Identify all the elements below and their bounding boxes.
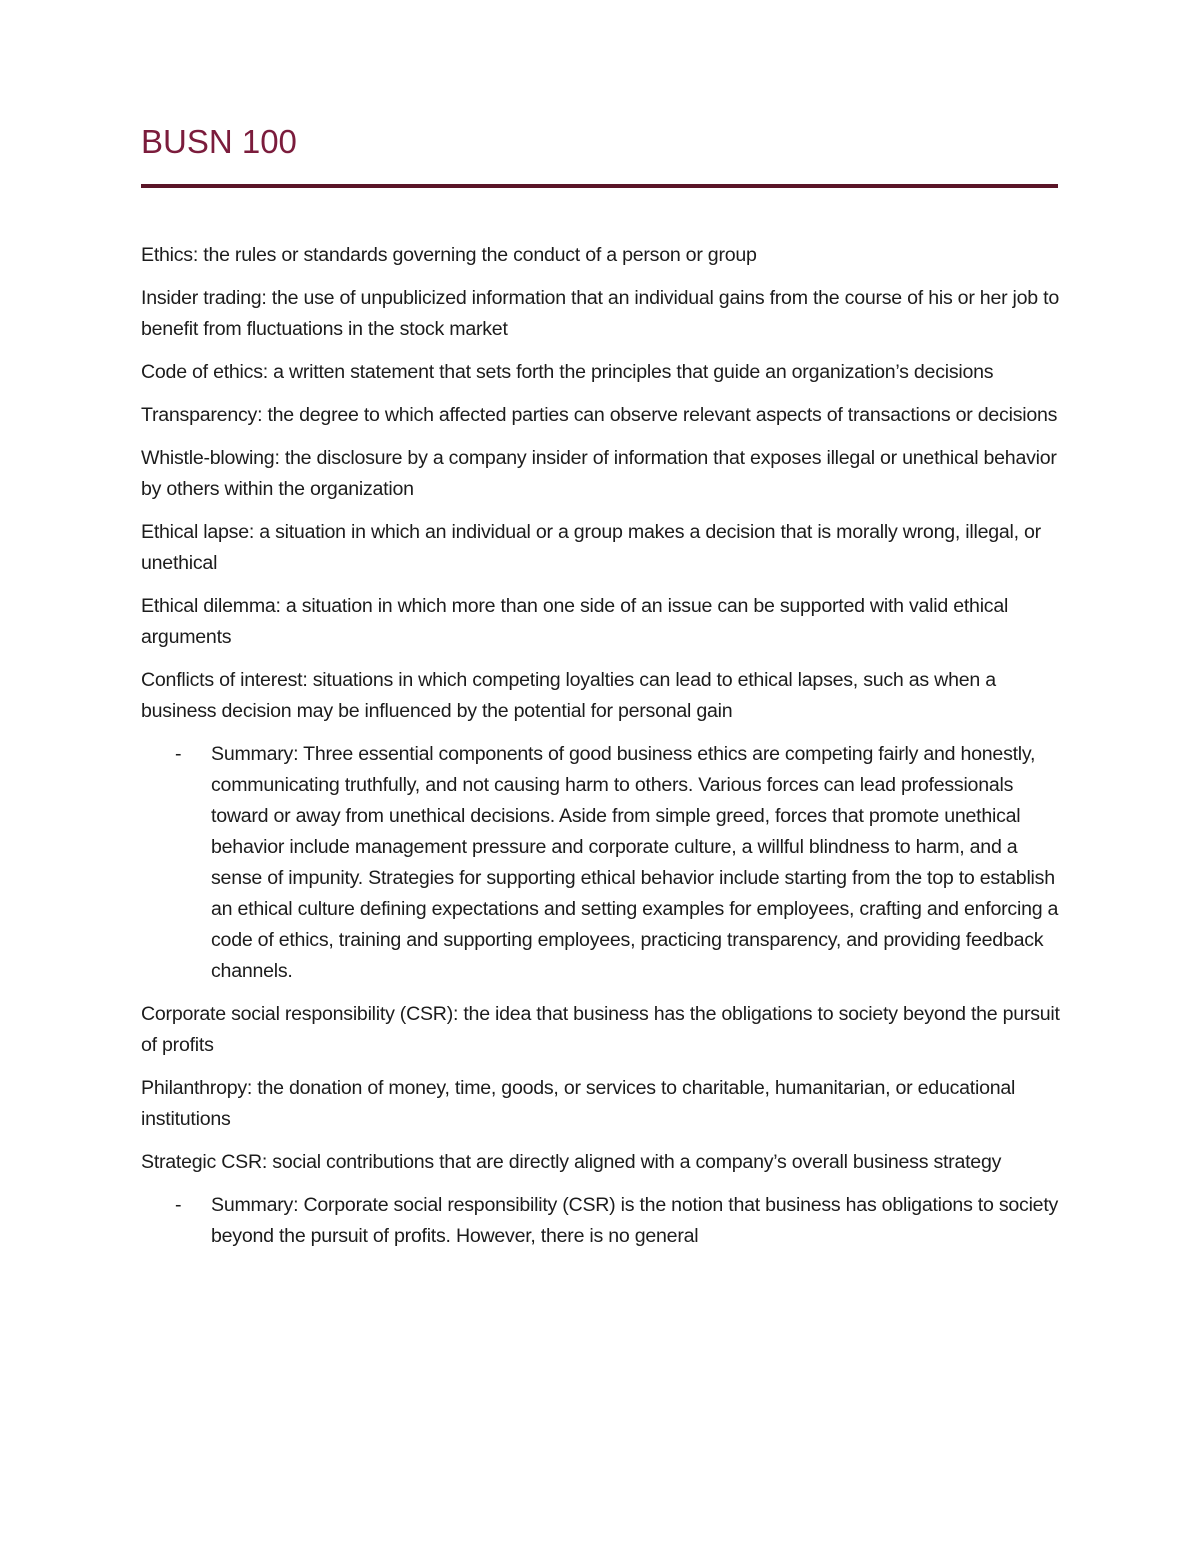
definition-ethical-lapse: Ethical lapse: a situation in which an individual or a group makes a decision that is morally wrong, illegal, or unethical: [141, 521, 1041, 574]
document-body: [141, 240, 1061, 1264]
definition-ethical-dilemma: Ethical dilemma: a situation in which more than one side of an issue can be supported with valid ethical arguments: [141, 595, 1009, 648]
summary-text-csr: Summary: Corporate social responsibility (CSR) is the notion that business has obligations to society beyond the pursuit of profits. However, there is no general: [211, 1194, 1059, 1247]
definition-strategic-csr: Strategic CSR: social contributions that are directly aligned with a company’s overall business strategy: [141, 1151, 1002, 1173]
summary-text-ethics: Summary: Three essential components of good business ethics are competing fairly and honestly, communicating truthfully, and not causing harm to others. Various forces can lead professionals toward or away from unethical decisions. Aside from simple greed, forces that promote unethical behavior include management pressure and corporate culture, a willful blindness to harm, and a sense of impunity. Strategies for supporting ethical behavior include starting from the top to establish an ethical culture defining expectations and setting examples for employees, crafting and enforcing a code of ethics, training and supporting employees, practicing transparency, and providing feedback channels.: [211, 743, 1059, 982]
definition-ethics: Ethics: the rules or standards governing the conduct of a person or group: [141, 244, 757, 266]
definition-conflicts-of-interest: Conflicts of interest: situations in which competing loyalties can lead to ethical lapses, such as when a business decision may be influenced by the potential for personal gain: [141, 669, 996, 722]
definition-csr: Corporate social responsibility (CSR): the idea that business has the obligations to society beyond the pursuit of profits: [141, 1003, 1060, 1056]
definition-whistle-blowing: Whistle-blowing: the disclosure by a company insider of information that exposes illegal or unethical behavior by others within the organization: [141, 447, 1057, 500]
summary-bullet-csr: [141, 1190, 1061, 1252]
definition-code-of-ethics: Code of ethics: a written statement that sets forth the principles that guide an organization’s decisions: [141, 361, 994, 383]
bullet-dash: -: [175, 743, 182, 765]
title-underline-rule: [141, 184, 1058, 188]
document-title: BUSN 100: [141, 123, 297, 160]
definition-philanthropy: Philanthropy: the donation of money, time, goods, or services to charitable, humanitarian, or educational institutions: [141, 1077, 1016, 1130]
bullet-dash: -: [175, 1194, 182, 1216]
summary-bullet-ethics: [141, 739, 1061, 987]
definition-transparency: Transparency: the degree to which affected parties can observe relevant aspects of transactions or decisions: [141, 404, 1058, 426]
definition-insider-trading: Insider trading: the use of unpublicized information that an individual gains from the course of his or her job to benefit from fluctuations in the stock market: [141, 287, 1059, 340]
